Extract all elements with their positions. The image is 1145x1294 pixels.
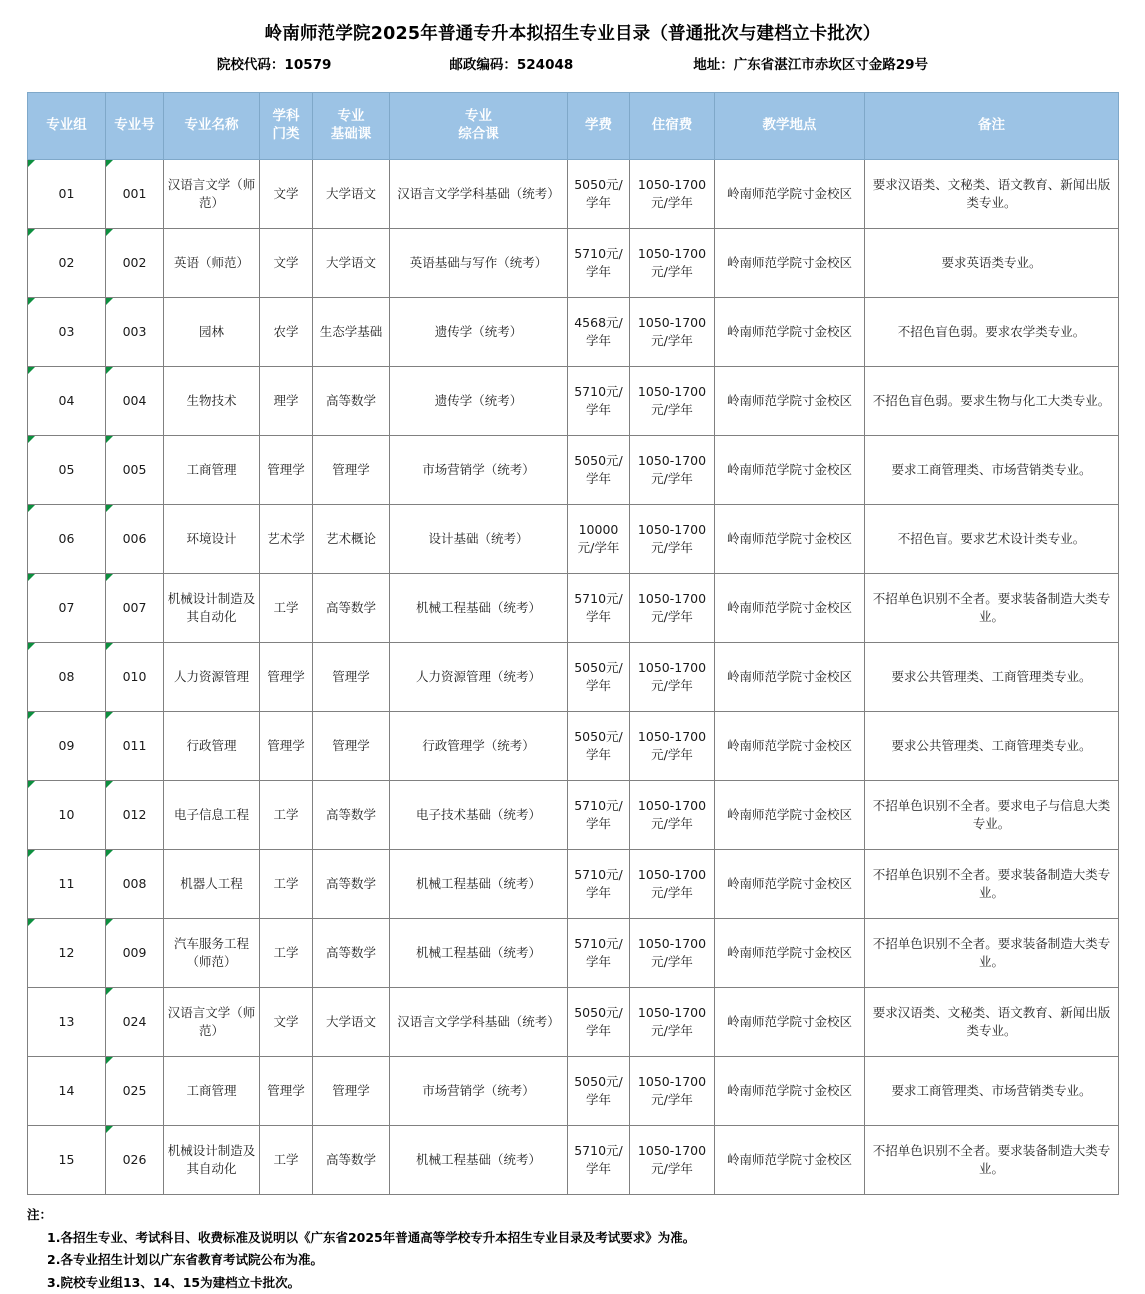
notes-section: [27, 1204, 1145, 1294]
column-header-comp-course-line2: 综合课: [458, 125, 499, 142]
table-row: [28, 573, 1119, 642]
table-row: [28, 987, 1119, 1056]
cell-comp-course: 机械工程基础（统考）: [390, 849, 568, 918]
note-item: 2.各专业招生计划以广东省教育考试院公布为准。: [47, 1252, 323, 1268]
cell-group: 07: [28, 573, 106, 642]
cell-group: 14: [28, 1056, 106, 1125]
cell-dorm-fee: 1050-1700元/学年: [630, 987, 715, 1056]
cell-base-course: 大学语文: [313, 228, 390, 297]
cell-base-course: 高等数学: [313, 573, 390, 642]
cell-tuition: 5710元/学年: [568, 849, 630, 918]
cell-discipline: 管理学: [260, 1056, 313, 1125]
cell-tuition: 10000元/学年: [568, 504, 630, 573]
cell-code: 026: [106, 1125, 164, 1194]
column-header-base-course-line2: 基础课: [330, 125, 372, 142]
table-row: [28, 504, 1119, 573]
cell-dorm-fee: 1050-1700元/学年: [630, 1125, 715, 1194]
cell-remark: 不招色盲色弱。要求农学类专业。: [865, 297, 1119, 366]
cell-base-course: 大学语文: [313, 159, 390, 228]
cell-group: 03: [28, 297, 106, 366]
cell-remark: 要求工商管理类、市场营销类专业。: [865, 435, 1119, 504]
cell-discipline: 理学: [260, 366, 313, 435]
table-row: [28, 780, 1119, 849]
cell-group: 15: [28, 1125, 106, 1194]
cell-discipline: 工学: [260, 918, 313, 987]
cell-base-course: 高等数学: [313, 849, 390, 918]
cell-comp-course: 汉语言文学学科基础（统考）: [390, 159, 568, 228]
cell-major-name: 机械设计制造及其自动化: [164, 573, 260, 642]
cell-place: 岭南师范学院寸金校区: [715, 435, 865, 504]
cell-place: 岭南师范学院寸金校区: [715, 228, 865, 297]
cell-discipline: 工学: [260, 1125, 313, 1194]
notes-heading: 注：: [27, 1206, 53, 1222]
cell-tuition: 5050元/学年: [568, 711, 630, 780]
cell-tuition: 5710元/学年: [568, 780, 630, 849]
cell-place: 岭南师范学院寸金校区: [715, 849, 865, 918]
cell-place: 岭南师范学院寸金校区: [715, 987, 865, 1056]
cell-base-course: 管理学: [313, 1056, 390, 1125]
cell-place: 岭南师范学院寸金校区: [715, 642, 865, 711]
column-header-discipline-line2: 门类: [272, 125, 300, 142]
cell-group: 05: [28, 435, 106, 504]
cell-comp-course: 遗传学（统考）: [390, 297, 568, 366]
column-header-name: 专业名称: [164, 92, 260, 159]
cell-code: 009: [106, 918, 164, 987]
cell-comp-course: 机械工程基础（统考）: [390, 918, 568, 987]
cell-comp-course: 汉语言文学学科基础（统考）: [390, 987, 568, 1056]
cell-place: 岭南师范学院寸金校区: [715, 918, 865, 987]
cell-base-course: 生态学基础: [313, 297, 390, 366]
cell-remark: 要求工商管理类、市场营销类专业。: [865, 1056, 1119, 1125]
column-header-discipline: [260, 92, 313, 159]
cell-place: 岭南师范学院寸金校区: [715, 1056, 865, 1125]
cell-remark: 要求公共管理类、工商管理类专业。: [865, 642, 1119, 711]
cell-code: 025: [106, 1056, 164, 1125]
cell-base-course: 高等数学: [313, 1125, 390, 1194]
majors-catalog-table: [27, 92, 1119, 1195]
cell-remark: 不招单色识别不全者。要求装备制造大类专业。: [865, 918, 1119, 987]
cell-comp-course: 市场营销学（统考）: [390, 435, 568, 504]
cell-tuition: 5710元/学年: [568, 1125, 630, 1194]
cell-comp-course: 人力资源管理（统考）: [390, 642, 568, 711]
cell-major-name: 行政管理: [164, 711, 260, 780]
cell-remark: 不招单色识别不全者。要求装备制造大类专业。: [865, 1125, 1119, 1194]
document-subheader: [0, 53, 1145, 73]
cell-dorm-fee: 1050-1700元/学年: [630, 435, 715, 504]
table-row: [28, 918, 1119, 987]
cell-code: 011: [106, 711, 164, 780]
cell-code: 024: [106, 987, 164, 1056]
cell-tuition: 5710元/学年: [568, 918, 630, 987]
cell-code: 002: [106, 228, 164, 297]
cell-remark: 要求汉语类、文秘类、语文教育、新闻出版类专业。: [865, 159, 1119, 228]
cell-place: 岭南师范学院寸金校区: [715, 159, 865, 228]
cell-dorm-fee: 1050-1700元/学年: [630, 297, 715, 366]
cell-major-name: 环境设计: [164, 504, 260, 573]
cell-place: 岭南师范学院寸金校区: [715, 366, 865, 435]
cell-dorm-fee: 1050-1700元/学年: [630, 366, 715, 435]
cell-comp-course: 市场营销学（统考）: [390, 1056, 568, 1125]
cell-discipline: 管理学: [260, 435, 313, 504]
cell-remark: 不招单色识别不全者。要求电子与信息大类专业。: [865, 780, 1119, 849]
table-row: [28, 711, 1119, 780]
column-header-tuition: 学费: [568, 92, 630, 159]
cell-place: 岭南师范学院寸金校区: [715, 297, 865, 366]
cell-remark: 不招色盲。要求艺术设计类专业。: [865, 504, 1119, 573]
cell-comp-course: 电子技术基础（统考）: [390, 780, 568, 849]
cell-code: 006: [106, 504, 164, 573]
note-item: 1.各招生专业、考试科目、收费标准及说明以《广东省2025年普通高等学校专升本招生专业目录及考试要求》为准。: [47, 1230, 696, 1246]
cell-group: 04: [28, 366, 106, 435]
table-header: [28, 92, 1119, 159]
column-header-discipline-line1: 学科: [272, 108, 300, 125]
cell-comp-course: 机械工程基础（统考）: [390, 1125, 568, 1194]
cell-major-name: 电子信息工程: [164, 780, 260, 849]
cell-discipline: 管理学: [260, 711, 313, 780]
cell-comp-course: 行政管理学（统考）: [390, 711, 568, 780]
cell-discipline: 工学: [260, 849, 313, 918]
column-header-comp-course-line1: 专业: [465, 108, 492, 125]
cell-dorm-fee: 1050-1700元/学年: [630, 573, 715, 642]
cell-code: 005: [106, 435, 164, 504]
cell-tuition: 5050元/学年: [568, 435, 630, 504]
cell-group: 10: [28, 780, 106, 849]
cell-base-course: 艺术概论: [313, 504, 390, 573]
table-row: [28, 228, 1119, 297]
cell-code: 001: [106, 159, 164, 228]
cell-tuition: 5710元/学年: [568, 228, 630, 297]
column-header-group: 专业组: [28, 92, 106, 159]
cell-discipline: 艺术学: [260, 504, 313, 573]
catalog-table-wrapper: [27, 92, 1118, 1195]
cell-code: 004: [106, 366, 164, 435]
table-row: [28, 642, 1119, 711]
cell-major-name: 生物技术: [164, 366, 260, 435]
cell-dorm-fee: 1050-1700元/学年: [630, 159, 715, 228]
cell-tuition: 5050元/学年: [568, 159, 630, 228]
table-row: [28, 435, 1119, 504]
cell-discipline: 农学: [260, 297, 313, 366]
table-row: [28, 297, 1119, 366]
school-code: 院校代码：10579: [216, 56, 332, 73]
cell-base-course: 高等数学: [313, 780, 390, 849]
table-row: [28, 1056, 1119, 1125]
cell-comp-course: 设计基础（统考）: [390, 504, 568, 573]
note-item: 3.院校专业组13、14、15为建档立卡批次。: [47, 1274, 301, 1290]
cell-remark: 不招色盲色弱。要求生物与化工大类专业。: [865, 366, 1119, 435]
cell-group: 06: [28, 504, 106, 573]
cell-remark: 要求英语类专业。: [865, 228, 1119, 297]
cell-major-name: 汉语言文学（师范）: [164, 987, 260, 1056]
column-header-remark: 备注: [865, 92, 1119, 159]
column-header-base-course-line1: 专业: [337, 108, 365, 125]
cell-place: 岭南师范学院寸金校区: [715, 1125, 865, 1194]
cell-major-name: 工商管理: [164, 1056, 260, 1125]
cell-tuition: 4568元/学年: [568, 297, 630, 366]
cell-group: 01: [28, 159, 106, 228]
cell-comp-course: 英语基础与写作（统考）: [390, 228, 568, 297]
cell-major-name: 机械设计制造及其自动化: [164, 1125, 260, 1194]
cell-remark: 要求公共管理类、工商管理类专业。: [865, 711, 1119, 780]
cell-place: 岭南师范学院寸金校区: [715, 780, 865, 849]
cell-group: 09: [28, 711, 106, 780]
column-header-place: 教学地点: [715, 92, 865, 159]
cell-discipline: 工学: [260, 573, 313, 642]
column-header-dorm-fee: 住宿费: [630, 92, 715, 159]
cell-tuition: 5050元/学年: [568, 987, 630, 1056]
cell-group: 08: [28, 642, 106, 711]
column-header-code: 专业号: [106, 92, 164, 159]
cell-discipline: 工学: [260, 780, 313, 849]
cell-tuition: 5710元/学年: [568, 366, 630, 435]
cell-dorm-fee: 1050-1700元/学年: [630, 918, 715, 987]
cell-code: 012: [106, 780, 164, 849]
cell-code: 007: [106, 573, 164, 642]
cell-code: 003: [106, 297, 164, 366]
document-header: [0, 0, 1145, 73]
cell-group: 11: [28, 849, 106, 918]
page-title: 岭南师范学院2025年普通专升本拟招生专业目录（普通批次与建档立卡批次）: [264, 24, 881, 44]
cell-major-name: 机器人工程: [164, 849, 260, 918]
cell-tuition: 5710元/学年: [568, 573, 630, 642]
column-header-comp-course: [390, 92, 568, 159]
cell-base-course: 大学语文: [313, 987, 390, 1056]
cell-comp-course: 机械工程基础（统考）: [390, 573, 568, 642]
cell-dorm-fee: 1050-1700元/学年: [630, 711, 715, 780]
cell-comp-course: 遗传学（统考）: [390, 366, 568, 435]
table-row: [28, 159, 1119, 228]
cell-tuition: 5050元/学年: [568, 642, 630, 711]
cell-remark: 不招单色识别不全者。要求装备制造大类专业。: [865, 573, 1119, 642]
postal-code: 邮政编码：524048: [449, 56, 574, 73]
cell-major-name: 工商管理: [164, 435, 260, 504]
cell-discipline: 管理学: [260, 642, 313, 711]
cell-dorm-fee: 1050-1700元/学年: [630, 1056, 715, 1125]
cell-code: 008: [106, 849, 164, 918]
cell-major-name: 汽车服务工程（师范）: [164, 918, 260, 987]
cell-major-name: 汉语言文学（师范）: [164, 159, 260, 228]
address: 地址：广东省湛江市赤坎区寸金路29号: [693, 56, 929, 73]
cell-group: 02: [28, 228, 106, 297]
table-row: [28, 366, 1119, 435]
cell-place: 岭南师范学院寸金校区: [715, 573, 865, 642]
cell-dorm-fee: 1050-1700元/学年: [630, 642, 715, 711]
cell-discipline: 文学: [260, 159, 313, 228]
cell-remark: 要求汉语类、文秘类、语文教育、新闻出版类专业。: [865, 987, 1119, 1056]
table-header-row: [28, 92, 1119, 159]
column-header-base-course: [313, 92, 390, 159]
cell-tuition: 5050元/学年: [568, 1056, 630, 1125]
cell-dorm-fee: 1050-1700元/学年: [630, 780, 715, 849]
cell-major-name: 英语（师范）: [164, 228, 260, 297]
cell-base-course: 管理学: [313, 435, 390, 504]
cell-dorm-fee: 1050-1700元/学年: [630, 849, 715, 918]
table-body: [28, 159, 1119, 1194]
cell-discipline: 文学: [260, 987, 313, 1056]
cell-base-course: 管理学: [313, 642, 390, 711]
cell-major-name: 园林: [164, 297, 260, 366]
table-row: [28, 849, 1119, 918]
cell-major-name: 人力资源管理: [164, 642, 260, 711]
table-row: [28, 1125, 1119, 1194]
cell-discipline: 文学: [260, 228, 313, 297]
cell-dorm-fee: 1050-1700元/学年: [630, 228, 715, 297]
cell-dorm-fee: 1050-1700元/学年: [630, 504, 715, 573]
cell-base-course: 高等数学: [313, 366, 390, 435]
cell-group: 12: [28, 918, 106, 987]
cell-place: 岭南师范学院寸金校区: [715, 504, 865, 573]
cell-base-course: 管理学: [313, 711, 390, 780]
cell-base-course: 高等数学: [313, 918, 390, 987]
cell-code: 010: [106, 642, 164, 711]
cell-remark: 不招单色识别不全者。要求装备制造大类专业。: [865, 849, 1119, 918]
cell-group: 13: [28, 987, 106, 1056]
cell-place: 岭南师范学院寸金校区: [715, 711, 865, 780]
